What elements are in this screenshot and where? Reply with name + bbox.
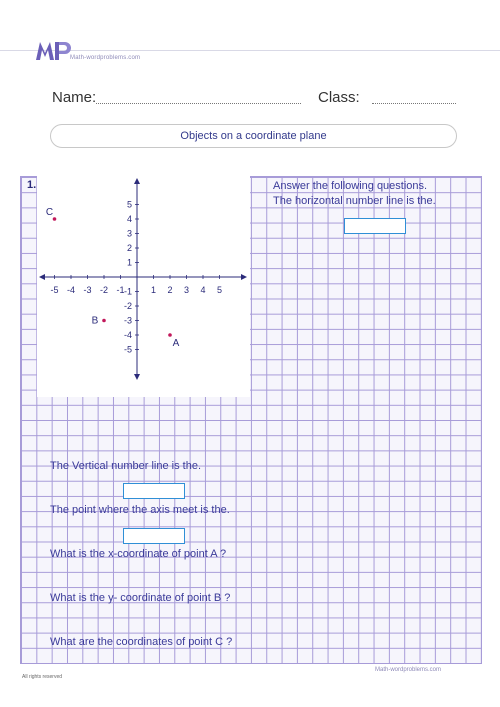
answer-box-3[interactable] — [123, 528, 185, 544]
logo — [34, 40, 74, 62]
question-3: The point where the axis meet is the. — [50, 504, 230, 516]
x-axis-arrow-right — [241, 274, 247, 280]
x-tick-label: -5 — [50, 285, 59, 295]
class-field[interactable] — [372, 102, 456, 104]
point-b-marker — [102, 319, 106, 323]
x-tick-label: 3 — [183, 285, 190, 295]
x-tick-label: 5 — [216, 285, 223, 295]
footer-site: Math-wordproblems.com — [375, 667, 442, 673]
x-tick-label: -3 — [83, 285, 92, 295]
question-2: The Vertical number line is the. — [50, 460, 202, 472]
x-tick-label: 1 — [150, 285, 157, 295]
x-axis-arrow-left — [39, 274, 45, 280]
answer-box-1[interactable] — [344, 218, 406, 234]
logo-site-text: Math-wordproblems.com — [70, 55, 141, 61]
question-5: What is the y- coordinate of point B ? — [50, 592, 231, 604]
y-tick-label: 1 — [126, 257, 132, 268]
y-tick-label: 2 — [126, 243, 132, 253]
x-tick-label: -2 — [99, 285, 109, 295]
worksheet-title — [50, 124, 457, 148]
worksheet-title-text: Objects on a coordinate plane — [180, 130, 327, 142]
point-a-marker — [168, 333, 172, 337]
x-tick-label: 4 — [200, 285, 206, 295]
question-4: What is the x-coordinate of point A ? — [50, 548, 227, 560]
y-tick-label: -1 — [123, 286, 132, 297]
name-field[interactable] — [96, 102, 301, 104]
name-label: Name: — [52, 89, 97, 106]
y-tick-label: 5 — [126, 199, 132, 210]
point-c-marker — [53, 217, 57, 221]
coordinate-plane — [37, 176, 250, 397]
y-axis-arrow-down — [134, 374, 140, 380]
x-tick-label: -1 — [116, 285, 125, 295]
y-tick-label: -5 — [123, 344, 132, 355]
y-axis-arrow-up — [134, 178, 140, 184]
point-c-label: C — [45, 207, 54, 218]
question-6: What are the coordinates of point C ? — [50, 636, 233, 648]
coordinate-plane-svg — [37, 176, 250, 397]
y-tick-label: 3 — [126, 228, 132, 239]
problem-number: 1. — [27, 179, 37, 191]
y-tick-label: -2 — [123, 301, 132, 311]
x-tick-label: -4 — [66, 285, 76, 295]
header-divider — [0, 50, 500, 51]
point-b-label: B — [91, 315, 99, 327]
footer-rights: All rights reserved — [22, 674, 63, 680]
y-tick-label: -4 — [123, 330, 132, 340]
x-tick-label: 2 — [167, 285, 173, 295]
question-1: The horizontal number line is the. — [273, 195, 436, 207]
y-tick-label: 4 — [126, 214, 132, 224]
y-tick-label: -3 — [123, 315, 132, 326]
logo-icon — [34, 40, 74, 62]
class-label: Class: — [318, 89, 360, 106]
answer-box-2[interactable] — [123, 483, 185, 499]
point-a-label: A — [172, 338, 180, 349]
question-intro: Answer the following questions. — [273, 180, 428, 192]
